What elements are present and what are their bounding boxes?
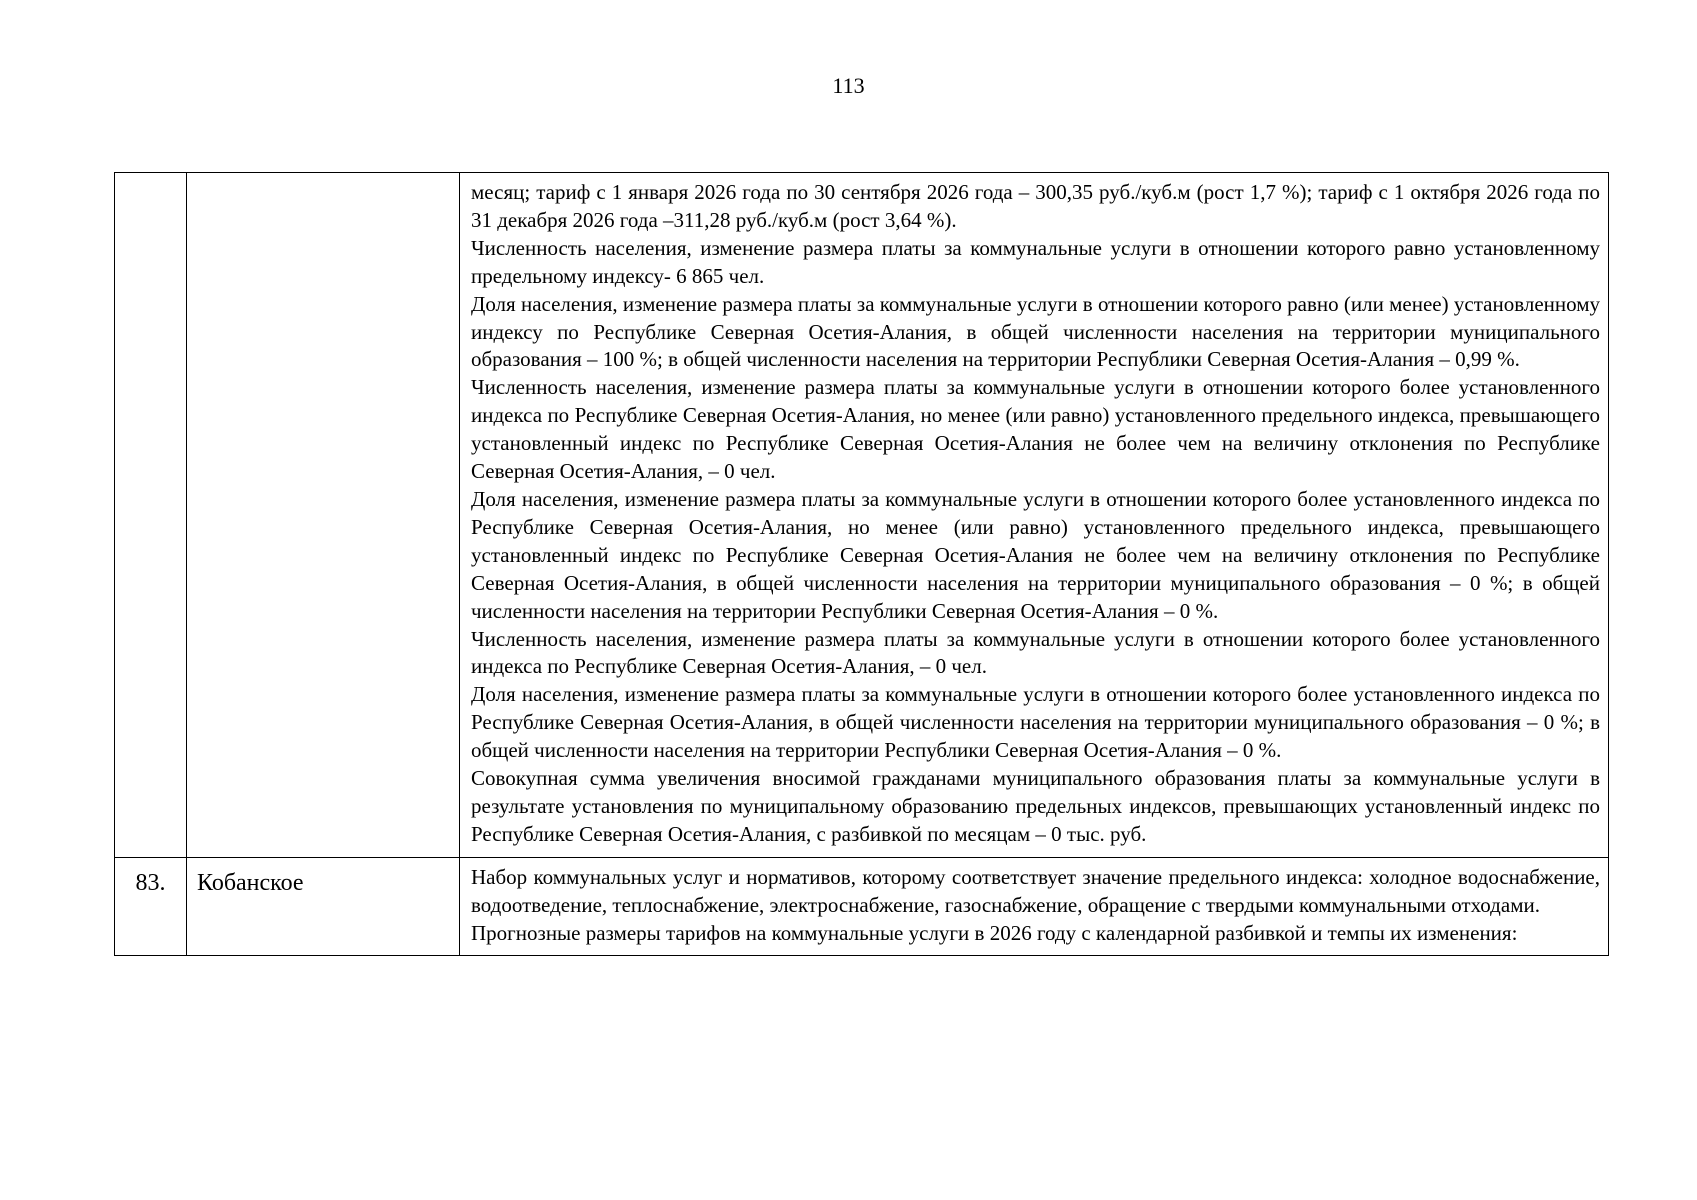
description-cell (460, 857, 1609, 956)
municipality-table (114, 172, 1609, 956)
municipality-name-cell: Кобанское (187, 857, 460, 956)
paragraph: Прогнозные размеры тарифов на коммунальные услуги в 2026 году с календарной разбивкой и темпы их изменения: (471, 920, 1518, 945)
row-number-cell: 83. (115, 857, 187, 956)
paragraph: Доля населения, изменение размера платы за коммунальные услуги в отношении которого равно (или менее) установленному индексу по Республике Северная Осетия-Алания, в общей численности населения на территории муниципального образования – 100 %; в общей численности населения на территории Республики Северная Осетия-Алания – 0,99 %. (471, 291, 1600, 372)
table-row (115, 857, 1609, 956)
paragraph: Доля населения, изменение размера платы за коммунальные услуги в отношении которого более установленного индекса по Республике Северная Осетия-Алания, но менее (или равно) установленного предельного индекса, превышающего установленный индекс по Республике Северная Осетия-Алания не более чем на величину отклонения по Республике Северная Осетия-Алания, в общей численности населения на территории муниципального образования – 0 %; в общей численности населения на территории Республики Северная Осетия-Алания – 0 %. (471, 486, 1600, 623)
page-number: 113 (832, 73, 865, 98)
municipality-name-cell (187, 173, 460, 858)
row-number-cell (115, 173, 187, 858)
description-cell (460, 173, 1609, 858)
paragraph: Численность населения, изменение размера платы за коммунальные услуги в отношении которого равно установленному предельному индексу- 6 865 чел. (471, 235, 1600, 288)
paragraph: Доля населения, изменение размера платы за коммунальные услуги в отношении которого более установленного индекса по Республике Северная Осетия-Алания, в общей численности населения на территории муниципального образования – 0 %; в общей численности населения на территории Республики Северная Осетия-Алания – 0 %. (471, 682, 1600, 763)
paragraph: Совокупная сумма увеличения вносимой гражданами муниципального образования платы за коммунальные услуги в результате установления по муниципальному образованию предельных индексов, превышающих установленный индекс по Республике Северная Осетия-Алания, с разбивкой по месяцам – 0 тыс. руб. (471, 766, 1600, 846)
paragraph: Численность населения, изменение размера платы за коммунальные услуги в отношении которого более установленного индекса по Республике Северная Осетия-Алания, но менее (или равно) установленного предельного индекса, превышающего установленный индекс по Республике Северная Осетия-Алания не более чем на величину отклонения по Республике Северная Осетия-Алания, – 0 чел. (471, 375, 1600, 484)
table-row (115, 173, 1609, 858)
paragraph: месяц; тариф с 1 января 2026 года по 30 сентября 2026 года – 300,35 руб./куб.м (рост 1,7 %); тариф с 1 октября 2026 года по 31 декабря 2026 года –311,28 руб./куб.м (рост 3,64 %). (471, 180, 1600, 232)
paragraph: Набор коммунальных услуг и нормативов, которому соответствует значение предельного индекса: холодное водоснабжение, водоотведение, теплоснабжение, электроснабжение, газоснабжение, обращение с твердыми коммунальными отходами. (471, 864, 1600, 917)
paragraph: Численность населения, изменение размера платы за коммунальные услуги в отношении которого более установленного индекса по Республике Северная Осетия-Алания, – 0 чел. (471, 626, 1600, 679)
